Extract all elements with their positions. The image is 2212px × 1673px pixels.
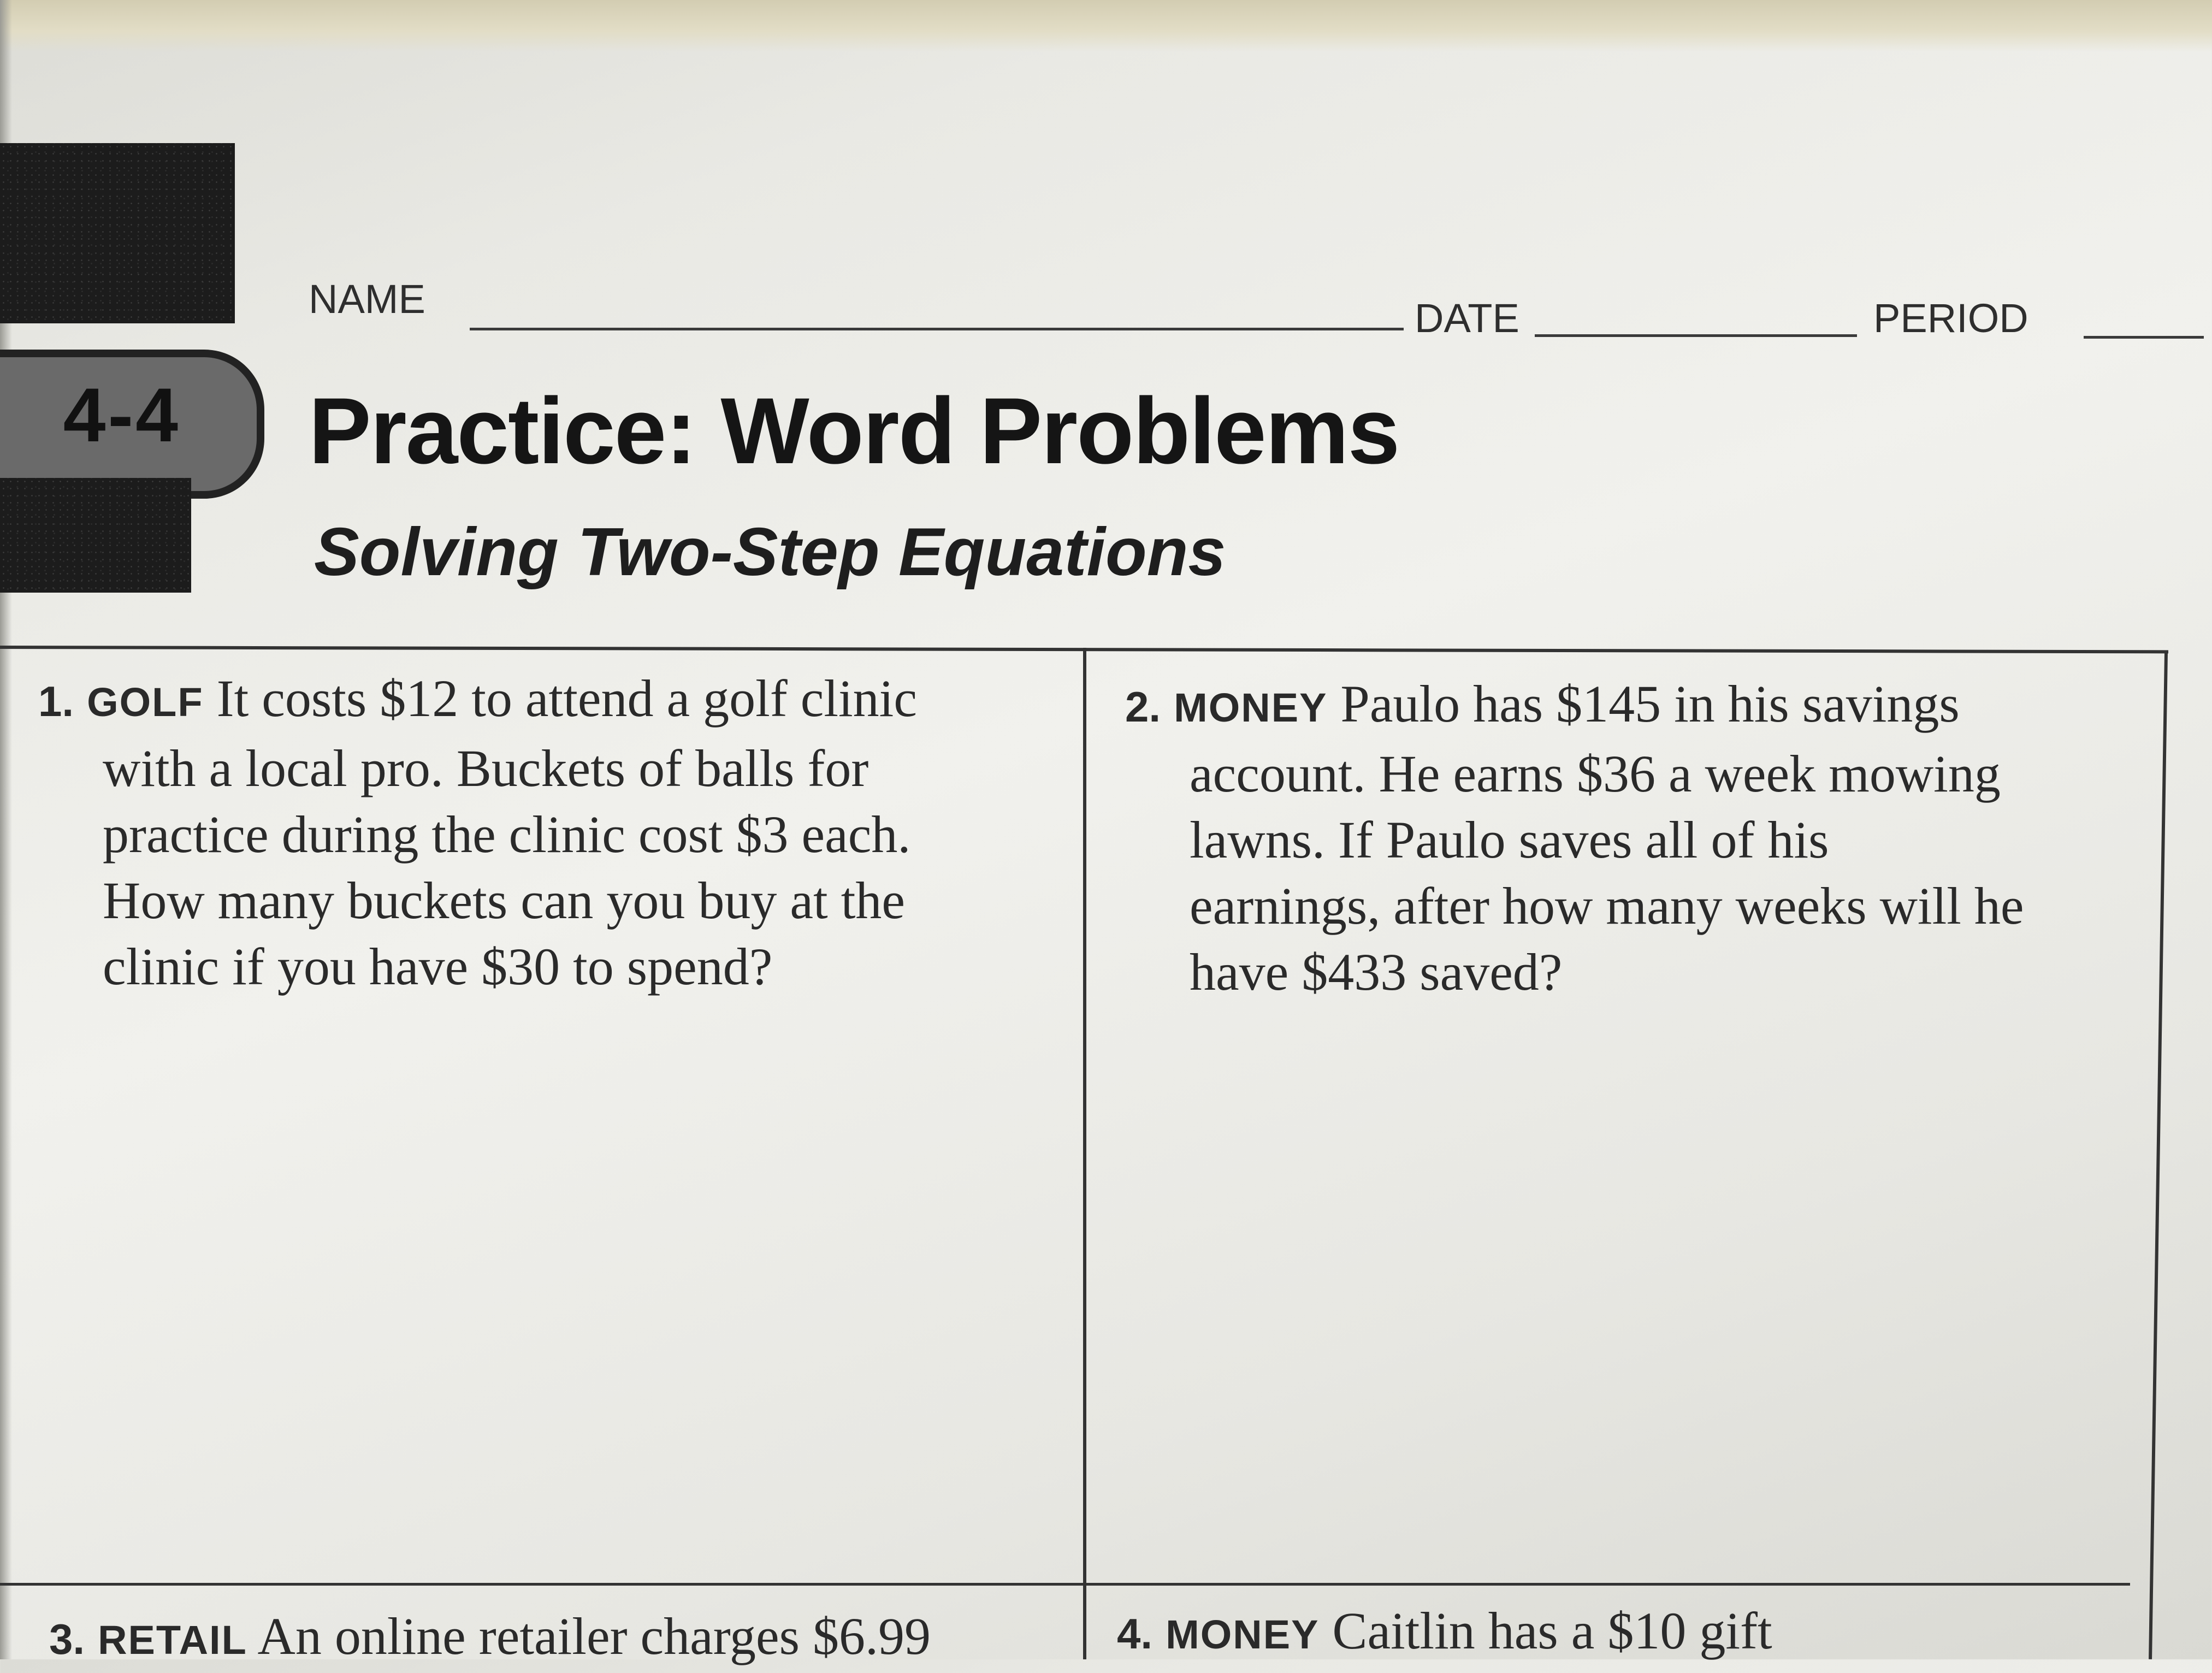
problem-text-line: with a local pro. Buckets of balls for: [103, 739, 869, 797]
problem-text-line: How many buckets can you buy at the: [103, 871, 905, 930]
date-blank-line[interactable]: [1535, 334, 1857, 337]
worksheet-subtitle: Solving Two-Step Equations: [314, 515, 1226, 590]
lesson-badge-bottom: [0, 478, 191, 593]
lesson-number: 4-4: [63, 372, 180, 458]
grid-middle-rule: [0, 1583, 2130, 1586]
problem-3: [49, 1603, 1076, 1673]
lesson-badge-top: [0, 143, 235, 323]
problem-text-line: practice during the clinic cost $3 each.: [103, 805, 911, 864]
name-label: NAME: [309, 276, 425, 322]
problem-4: [1117, 1598, 2144, 1668]
worksheet-title: Practice: Word Problems: [309, 379, 1399, 483]
problem-number: 4.: [1117, 1610, 1153, 1658]
problem-number: 1.: [38, 677, 74, 725]
period-blank-line[interactable]: [2084, 336, 2204, 339]
problem-number: 3.: [49, 1615, 85, 1663]
problem-topic: MONEY: [1166, 1612, 1320, 1657]
problem-text-line: It costs $12 to attend a golf clinic: [216, 669, 917, 728]
problem-text-line: lawns. If Paulo saves all of his: [1190, 811, 1829, 869]
problem-topic: MONEY: [1174, 685, 1328, 730]
problem-topic: RETAIL: [98, 1617, 247, 1663]
problem-text-line: An online retailer charges $6.99: [257, 1607, 931, 1665]
problem-text-line: account. He earns $36 a week mowing: [1190, 744, 2001, 803]
problem-1: [38, 665, 1070, 1000]
problem-text-line: earnings, after how many weeks will he: [1190, 877, 2024, 935]
date-label: DATE: [1415, 295, 1519, 341]
grid-center-rule: [1083, 648, 1086, 1659]
problem-number: 2.: [1125, 683, 1161, 731]
problem-text-line: have $433 saved?: [1190, 943, 1563, 1001]
problem-topic: GOLF: [87, 679, 204, 725]
name-blank-line[interactable]: [470, 328, 1404, 330]
background-surface: [0, 0, 2212, 52]
problem-2: [1125, 671, 2152, 1005]
problem-text-line: clinic if you have $30 to spend?: [103, 937, 773, 996]
problem-text-line: Caitlin has a $10 gift: [1332, 1601, 1772, 1660]
period-label: PERIOD: [1873, 295, 2028, 341]
problem-2-line-1: [1125, 671, 2152, 741]
problem-2-answer-area[interactable]: [1092, 1016, 2152, 1573]
problem-text-line: Paulo has $145 in his savings: [1340, 675, 1960, 733]
problem-1-line-1: [38, 665, 1070, 735]
problem-1-answer-area[interactable]: [11, 1016, 1076, 1573]
